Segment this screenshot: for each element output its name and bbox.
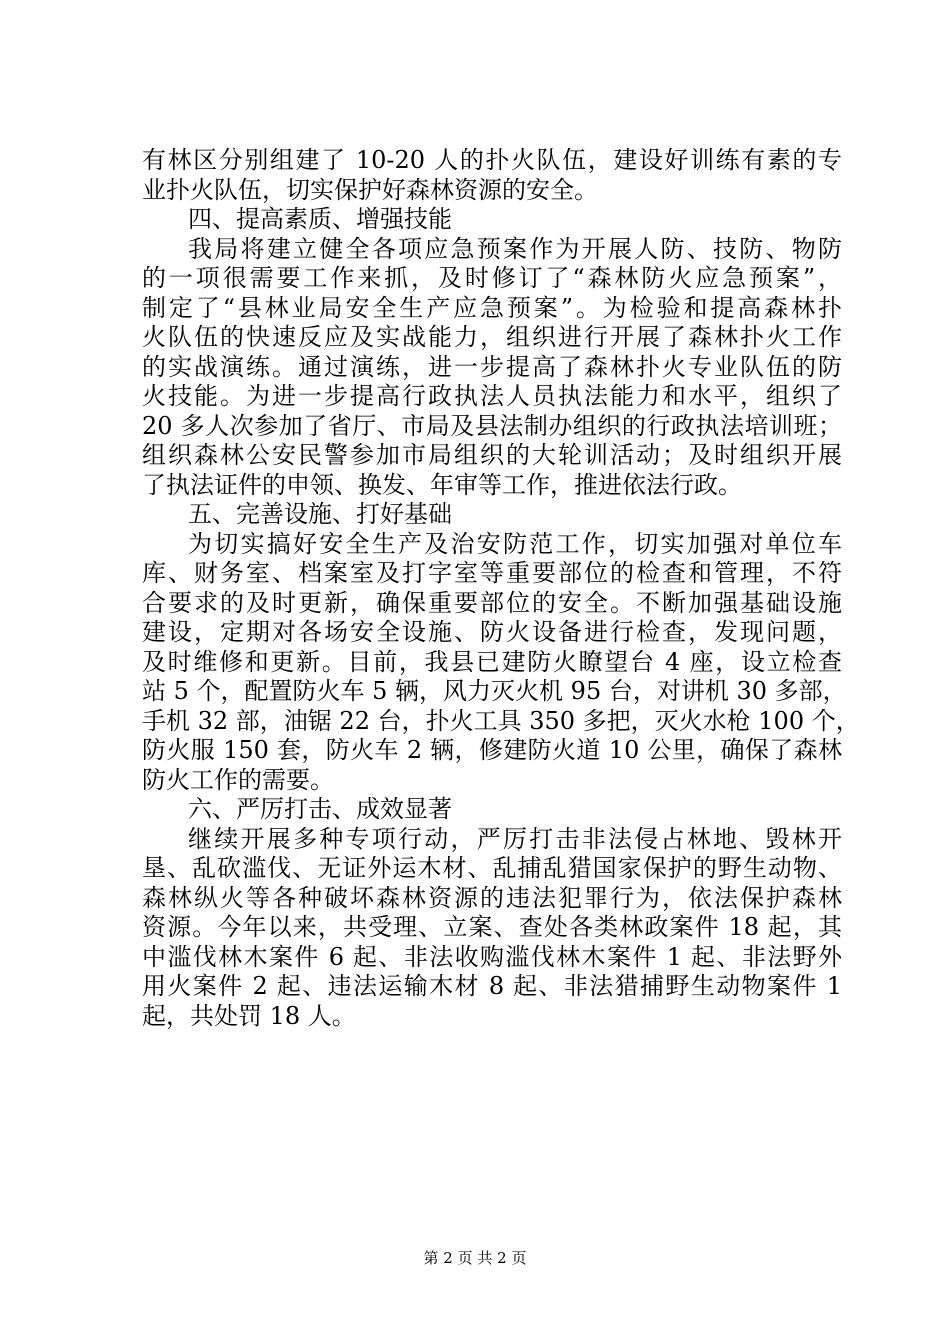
text-line: 用火案件 2 起、违法运输木材 8 起、非法猎捕野生动物案件 1 xyxy=(142,972,842,1000)
text-line: 为切实搞好安全生产及治安防范工作，切实加强对单位车 xyxy=(188,529,842,558)
text-line: 手机 32 部，油锯 22 台，扑火工具 350 多把，灭火水枪 100 个， xyxy=(142,706,860,735)
text-line: 站 5 个，配置防火车 5 辆，风力灭火机 95 台，对讲机 30 多部， xyxy=(142,677,847,705)
text-line: 资源。今年以来，共受理、立案、查处各类林政案件 18 起，其 xyxy=(142,913,842,941)
text-line: 火技能。为进一步提高行政执法人员执法能力和水平，组织了 xyxy=(142,382,842,410)
section-heading: 六、严厉打击、成效显著 xyxy=(188,795,452,823)
text-line: 20 多人次参加了省厅、市局及县法制办组织的行政执法培训班； xyxy=(142,411,842,440)
text-line: 防火工作的需要。 xyxy=(142,765,334,794)
text-line: 建设，定期对各场安全设施、防火设备进行检查，发现问题， xyxy=(142,618,842,646)
text-line: 我局将建立健全各项应急预案作为开展人防、技防、物防 xyxy=(188,234,842,263)
text-line: 的一项很需要工作来抓，及时修订了“森林防火应急预案”， xyxy=(142,264,842,292)
text-line: 库、财务室、档案室及打字室等重要部位的检查和管理，不符 xyxy=(142,559,842,587)
text-line: 火队伍的快速反应及实战能力，组织进行开展了森林扑火工作 xyxy=(142,323,842,351)
page-footer: 第 2 页 共 2 页 xyxy=(423,1249,527,1267)
text-line: 防火服 150 套，防火车 2 辆，修建防火道 10 公里，确保了森林 xyxy=(142,736,842,764)
text-line: 了执法证件的申领、换发、年审等工作，推进依法行政。 xyxy=(142,470,742,499)
text-line: 继续开展多种专项行动，严厉打击非法侵占林地、毁林开 xyxy=(188,824,842,853)
text-line: 合要求的及时更新，确保重要部位的安全。不断加强基础设施 xyxy=(142,588,842,617)
text-line: 业扑火队伍，切实保护好森林资源的安全。 xyxy=(142,175,598,204)
section-heading: 五、完善设施、打好基础 xyxy=(188,500,452,528)
document-body xyxy=(142,146,860,1031)
section-heading: 四、提高素质、增强技能 xyxy=(188,205,452,233)
text-line: 有林区分别组建了 10-20 人的扑火队伍，建设好训练有素的专 xyxy=(142,146,842,174)
text-line: 森林纵火等各种破坏森林资源的违法犯罪行为，依法保护森林 xyxy=(142,883,842,912)
text-line: 组织森林公安民警参加市局组织的大轮训活动；及时组织开展 xyxy=(142,441,842,469)
text-line: 起，共处罚 18 人。 xyxy=(142,1001,356,1030)
text-line: 及时维修和更新。目前，我县已建防火瞭望台 4 座，设立检查 xyxy=(142,647,842,676)
text-line: 垦、乱砍滥伐、无证外运木材、乱捕乱猎国家保护的野生动物、 xyxy=(142,854,842,882)
text-line: 制定了“县林业局安全生产应急预案”。为检验和提高森林扑 xyxy=(142,293,842,322)
text-line: 中滥伐林木案件 6 起、非法收购滥伐林木案件 1 起、非法野外 xyxy=(142,942,842,971)
text-line: 的实战演练。通过演练，进一步提高了森林扑火专业队伍的防 xyxy=(142,352,842,381)
